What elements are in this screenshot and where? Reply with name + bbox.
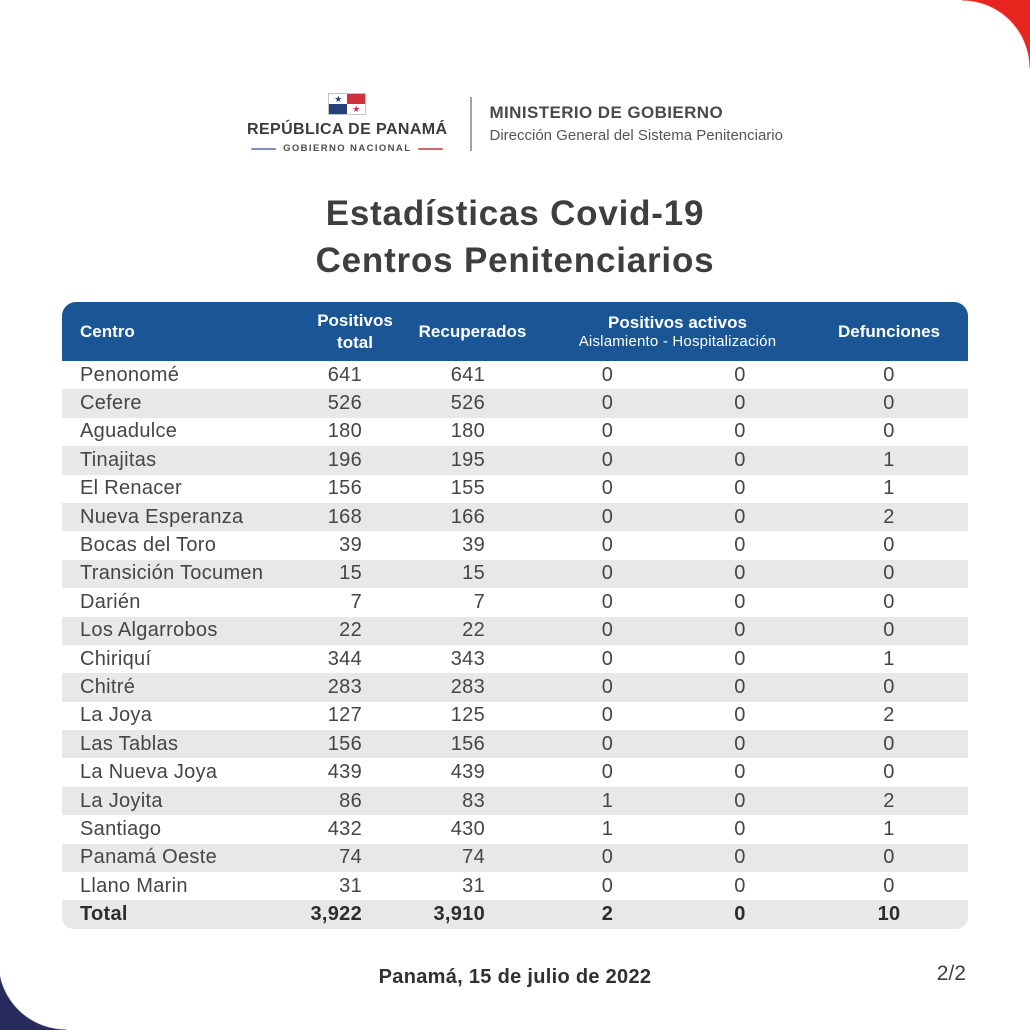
cell-centro: Total: [80, 903, 128, 926]
cell-defunciones: 0: [883, 534, 895, 557]
cell-centro: Panamá Oeste: [80, 846, 218, 869]
ministry-title: MINISTERIO DE GOBIERNO: [489, 103, 724, 122]
cell-positivos: 641: [327, 363, 362, 386]
cell-positivos: 196: [327, 448, 362, 471]
cell-positivos: 15: [339, 562, 362, 585]
cell-aislamiento: 2: [601, 903, 614, 926]
cell-aislamiento: 0: [601, 619, 614, 642]
cell-positivos: 74: [339, 846, 362, 869]
cell-defunciones: 0: [883, 761, 895, 784]
cell-hospitalizacion: 0: [734, 647, 746, 670]
cell-hospitalizacion: 0: [734, 761, 746, 784]
table-row: [62, 617, 968, 645]
cell-aislamiento: 0: [601, 562, 614, 585]
government-line: [251, 143, 443, 154]
cell-recuperados: 155: [450, 477, 485, 500]
cell-recuperados: 180: [450, 420, 485, 443]
page-title: [0, 190, 1030, 284]
cell-recuperados: 283: [450, 675, 485, 698]
cell-recuperados: 7: [473, 590, 485, 613]
table-row: [62, 645, 968, 673]
cell-hospitalizacion: 0: [734, 704, 746, 727]
table-body: [62, 361, 968, 929]
cell-centro: Transición Tocumen: [80, 562, 264, 585]
cell-positivos: 156: [327, 732, 362, 755]
cell-defunciones: 0: [883, 420, 895, 443]
cell-positivos: 7: [350, 590, 362, 613]
cell-hospitalizacion: 0: [734, 846, 746, 869]
cell-recuperados: 343: [450, 647, 485, 670]
table-row: [62, 418, 968, 446]
red-dash-decoration: [418, 148, 443, 150]
cell-positivos: 168: [327, 505, 362, 528]
table-total-row: [62, 900, 968, 929]
table-row: [62, 673, 968, 701]
cell-centro: Chitré: [80, 675, 136, 698]
cell-hospitalizacion: 0: [734, 619, 746, 642]
cell-recuperados: 430: [450, 817, 485, 840]
cell-defunciones: 2: [883, 505, 895, 528]
cell-centro: Aguadulce: [80, 420, 178, 443]
republic-title: REPÚBLICA DE PANAMÁ: [247, 121, 448, 138]
table-row: [62, 730, 968, 758]
cell-aislamiento: 0: [601, 675, 614, 698]
cell-centro: Bocas del Toro: [80, 534, 217, 557]
table-row: [62, 361, 968, 389]
table-row: [62, 389, 968, 417]
cell-hospitalizacion: 0: [734, 732, 746, 755]
cell-hospitalizacion: 0: [734, 477, 746, 500]
cell-hospitalizacion: 0: [734, 590, 746, 613]
table-row: [62, 446, 968, 474]
cell-hospitalizacion: 0: [734, 448, 746, 471]
cell-hospitalizacion: 0: [734, 874, 746, 897]
cell-recuperados: 22: [462, 619, 485, 642]
cell-recuperados: 156: [450, 732, 485, 755]
cell-positivos: 31: [339, 874, 362, 897]
cell-recuperados: 439: [450, 761, 485, 784]
table-row: [62, 844, 968, 872]
ministry-block: [490, 103, 783, 144]
cell-defunciones: 2: [883, 704, 895, 727]
cell-defunciones: 0: [883, 675, 895, 698]
cell-recuperados: 641: [450, 363, 485, 386]
cell-aislamiento: 0: [601, 647, 614, 670]
cell-positivos: 526: [327, 392, 362, 415]
cell-aislamiento: 1: [601, 789, 614, 812]
cell-recuperados: 3,910: [433, 903, 485, 926]
table-row: [62, 787, 968, 815]
cell-hospitalizacion: 0: [734, 420, 746, 443]
cell-positivos: 156: [327, 477, 362, 500]
cell-aislamiento: 0: [601, 534, 614, 557]
blue-star-icon: ★: [334, 93, 343, 104]
cell-hospitalizacion: 0: [734, 392, 746, 415]
cell-centro: La Joyita: [80, 789, 163, 812]
cell-defunciones: 1: [883, 448, 895, 471]
cell-recuperados: 74: [462, 846, 485, 869]
cell-positivos: 439: [327, 761, 362, 784]
flag-quadrant-white-blue-star: [329, 94, 347, 104]
cell-aislamiento: 0: [601, 505, 614, 528]
cell-aislamiento: 0: [601, 761, 614, 784]
brand-header: [0, 93, 1030, 154]
header-divider: [470, 97, 472, 151]
cell-recuperados: 39: [462, 534, 485, 557]
cell-centro: La Joya: [80, 704, 153, 727]
page-number: 2/2: [936, 962, 966, 985]
cell-aislamiento: 0: [601, 846, 614, 869]
column-header-positivos-activos: Positivos activos Aislamiento - Hospitalización: [545, 312, 810, 352]
cell-recuperados: 125: [450, 704, 485, 727]
cell-positivos: 22: [339, 619, 362, 642]
cell-aislamiento: 1: [601, 817, 614, 840]
flag-quadrant-blue: [329, 104, 347, 114]
cell-defunciones: 0: [883, 562, 895, 585]
column-header-recuperados: Recuperados: [418, 321, 527, 341]
cell-defunciones: 1: [883, 477, 895, 500]
page-title-line2: Centros Penitenciarios: [315, 241, 715, 280]
cell-recuperados: 15: [462, 562, 485, 585]
cell-centro: Darién: [80, 590, 141, 613]
republic-logo: [247, 93, 448, 154]
flag-quadrant-white-red-star: [347, 104, 365, 114]
cell-positivos: 180: [327, 420, 362, 443]
cell-hospitalizacion: 0: [734, 562, 746, 585]
cell-aislamiento: 0: [601, 704, 614, 727]
column-header-positivos-total: Positivos total: [317, 311, 393, 352]
table-row: [62, 588, 968, 616]
cell-centro: La Nueva Joya: [80, 761, 218, 784]
cell-aislamiento: 0: [601, 590, 614, 613]
corner-accent-top-right: [962, 0, 1030, 68]
table-row: [62, 475, 968, 503]
cell-positivos: 283: [327, 675, 362, 698]
cell-defunciones: 0: [883, 590, 895, 613]
cell-hospitalizacion: 0: [734, 675, 746, 698]
flag-quadrant-red: [347, 94, 365, 104]
cell-aislamiento: 0: [601, 874, 614, 897]
cell-centro: Nueva Esperanza: [80, 505, 244, 528]
cell-defunciones: 1: [883, 817, 895, 840]
cell-defunciones: 10: [877, 903, 901, 926]
table-row: [62, 758, 968, 786]
page-title-line1: Estadísticas Covid-19: [325, 194, 705, 233]
table-header: [62, 302, 968, 361]
cell-defunciones: 0: [883, 846, 895, 869]
cell-centro: Cefere: [80, 392, 142, 415]
cell-recuperados: 31: [462, 874, 485, 897]
cell-aislamiento: 0: [601, 420, 614, 443]
table-row: [62, 815, 968, 843]
column-header-defunciones: Defunciones: [837, 321, 941, 341]
cell-centro: El Renacer: [80, 477, 182, 500]
cell-recuperados: 195: [450, 448, 485, 471]
cell-centro: Penonomé: [80, 363, 180, 386]
cell-positivos: 39: [339, 534, 362, 557]
cell-positivos: 127: [327, 704, 362, 727]
cell-hospitalizacion: 0: [734, 534, 746, 557]
cell-hospitalizacion: 0: [734, 903, 746, 926]
report-date: Panamá, 15 de julio de 2022: [378, 966, 652, 988]
cell-hospitalizacion: 0: [734, 505, 746, 528]
cell-aislamiento: 0: [601, 477, 614, 500]
cell-aislamiento: 0: [601, 448, 614, 471]
cell-hospitalizacion: 0: [734, 789, 746, 812]
column-subheader-aislamiento-hospitalizacion: Aislamiento - Hospitalización: [578, 332, 777, 350]
cell-recuperados: 83: [462, 789, 485, 812]
table-row: [62, 872, 968, 900]
cell-recuperados: 166: [450, 505, 485, 528]
cell-centro: Las Tablas: [80, 732, 179, 755]
cell-positivos: 3,922: [310, 903, 362, 926]
cell-defunciones: 0: [883, 363, 895, 386]
cell-defunciones: 2: [883, 789, 895, 812]
cell-positivos: 86: [339, 789, 362, 812]
table-row: [62, 560, 968, 588]
table-row: [62, 531, 968, 559]
cell-centro: Tinajitas: [80, 448, 157, 471]
statistics-table: [62, 302, 968, 929]
cell-defunciones: 0: [883, 732, 895, 755]
table-row: [62, 702, 968, 730]
column-header-centro: Centro: [80, 321, 135, 341]
cell-aislamiento: 0: [601, 392, 614, 415]
cell-defunciones: 1: [883, 647, 895, 670]
cell-defunciones: 0: [883, 392, 895, 415]
cell-hospitalizacion: 0: [734, 363, 746, 386]
cell-centro: Llano Marin: [80, 874, 188, 897]
government-label: GOBIERNO NACIONAL: [283, 143, 412, 154]
cell-centro: Los Algarrobos: [80, 619, 218, 642]
cell-aislamiento: 0: [601, 363, 614, 386]
department-subtitle: Dirección General del Sistema Penitenciario: [489, 127, 783, 144]
table-row: [62, 503, 968, 531]
cell-positivos: 344: [327, 647, 362, 670]
panama-flag-icon: [328, 93, 366, 115]
cell-centro: Chiriquí: [80, 647, 152, 670]
cell-recuperados: 526: [450, 392, 485, 415]
blue-dash-decoration: [251, 148, 276, 150]
cell-aislamiento: 0: [601, 732, 614, 755]
cell-defunciones: 0: [883, 874, 895, 897]
cell-centro: Santiago: [80, 817, 162, 840]
cell-positivos: 432: [327, 817, 362, 840]
cell-defunciones: 0: [883, 619, 895, 642]
cell-hospitalizacion: 0: [734, 817, 746, 840]
red-star-icon: ★: [352, 103, 361, 114]
